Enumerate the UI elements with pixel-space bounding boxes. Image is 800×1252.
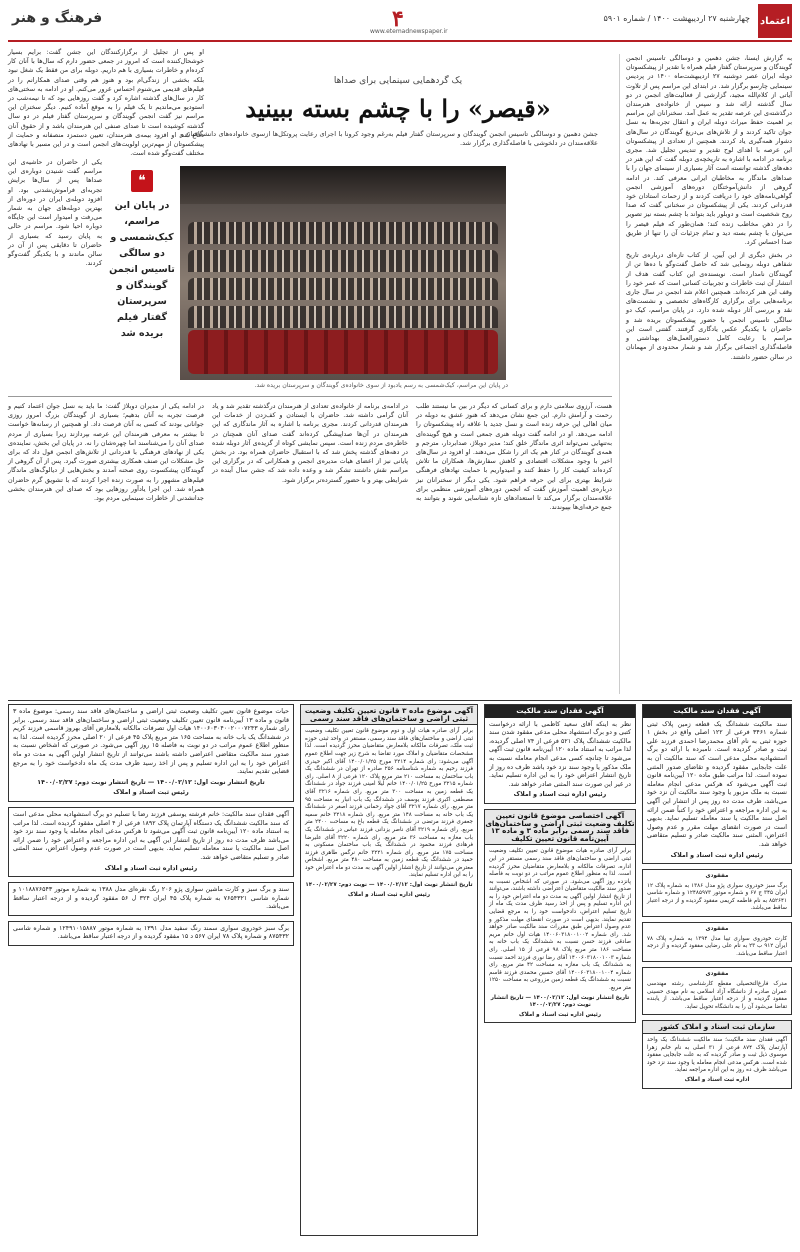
ad-title: مفقودی bbox=[705, 873, 729, 880]
ad-land-law[interactable] bbox=[484, 809, 636, 1023]
photo-audience-row bbox=[188, 306, 498, 328]
ad-body: برگ سبز خودروی سواری پژو مدل ۱۳۸۶ به شماره پلاک ۱۲ ایران ۳۴۵ ج ۶۷ و شماره موتور ۱۲۴۸۵۹۷۳ و شماره شاسی ۸۵۲۶۴۱ به نام فاطمه کریمی مفقود گردیده و از درجه اعتبار ساقط می‌باشد. bbox=[647, 882, 788, 912]
ad-lost-deed[interactable] bbox=[642, 704, 792, 864]
issue-date: چهارشنبه ۲۷ اردیبهشت ۱۴۰۰ / شماره ۵۹۰۱ bbox=[603, 14, 750, 23]
ad-body: برگ سبز خودروی سواری سمند رنگ سفید مدل ۱۳۹۱ به شماره موتور ۱۲۴۹۱۰۱۵۸۸۷ و شماره شاسی ۸۷۵۴۳۲ و شماره پلاک ۷۸ ایران ۵۶۷ د ۱۵ مفقود گردیده و از درجه اعتبار ساقط می‌باشد. bbox=[13, 924, 289, 941]
ad-lost-item[interactable] bbox=[642, 869, 792, 917]
ad-body: کارت خودروی سواری تیبا مدل ۱۳۹۴ به شماره پلاک ۷۸ ایران ۹۱۲ ب ۲۳ به نام علی رضایی مفقود گردیده و از درجه اعتبار ساقط می‌باشد. bbox=[647, 935, 787, 957]
article-column-left-top bbox=[8, 158, 102, 398]
article-kicker: یک گردهمایی سینمایی برای صداها bbox=[333, 76, 463, 86]
article-paragraph: هست، آرزوی سلامتی دارم و برای کسانی که دیگر در بین ما نیستند طلب رحمت و آرامش دارم. این جمع نشان می‌دهد که هنوز عشق به دوبله در میان اهالی این حرفه زنده است و نسل جدید با علاقه راه پیشکسوتان را ادامه می‌دهد. او در ادامه گفت دوبله هنری جمعی است و هیچ گوینده‌ای به‌تنهایی نمی‌تواند اثری ماندگار خلق کند؛ مدیر دوبلاژ، صدابردار، مترجم و همه‌ی گویندگان در کنار هم یک اثر را شکل می‌دهند. او افزود در سال‌های اخیر با وجود مشکلات اقتصادی و کاهش سفارش‌ها، همکاران ما تلاش کرده‌اند کیفیت کار را حفظ کنند و امیدواریم با حمایت نهادهای فرهنگی شرایط بهتری برای این حرفه فراهم شود. یکی دیگر از سخنرانان نیز درباره‌ی اهمیت آموزش گفت که انجمن دوره‌های آموزشی منظمی برای علاقه‌مندان برگزار می‌کند تا استعدادهای تازه شناسایی شوند و بتوانند به جمع حرفه‌ای‌ها بپیوندند. bbox=[416, 402, 612, 512]
ad-signature: رئیس اداره ثبت اسناد و املاک bbox=[518, 1011, 602, 1018]
article-paragraph: یکی از حاضران در حاشیه‌ی این مراسم گفت شنیدن دوباره‌ی این صداها پس از سال‌ها برایش تجربه‌ای فراموش‌نشدنی بود. او افزود دوبله‌ی ایران در دوره‌ای از بهترین دوبله‌های جهان به شمار می‌رفت و امیدوار است این جایگاه دوباره احیا شود. مراسم در حالی به پایان رسید که بسیاری از حاضران تا دقایقی پس از آن در سالن ماندند و با یکدیگر گفت‌وگو کردند. bbox=[8, 158, 102, 268]
photo-audience-row bbox=[188, 250, 498, 272]
ads-column-3 bbox=[300, 704, 478, 1244]
ad-title: آگهی فقدان سند مالکیت bbox=[485, 705, 635, 718]
ad-title: آگهی موضوع ماده ۳ قانون تعیین تکلیف وضعیت ثبتی اراضی و ساختمان‌های فاقد سند رسمی bbox=[301, 705, 477, 725]
ad-title: آگهی فقدان سند مالکیت bbox=[643, 705, 791, 718]
ad-body: مدرک فارغ‌التحصیلی مقطع کارشناسی رشته مهندسی عمران صادره از دانشگاه آزاد اسلامی به نام مهدی حسینی مفقود گردیده و از درجه اعتبار ساقط می‌باشد. از یابنده تقاضا می‌شود آن را به دانشگاه تحویل نماید. bbox=[647, 981, 787, 1010]
article-column-bottom-1 bbox=[416, 402, 612, 694]
ad-lost-deed[interactable] bbox=[8, 807, 294, 877]
photo-red-seats bbox=[188, 330, 498, 374]
ad-signature: رئیس اداره ثبت اسناد و املاک bbox=[347, 891, 431, 898]
ad-body: حیات موضوع قانون تعیین تکلیف وضعیت ثبتی اراضی و ساختمان‌های فاقد سند رسمی: موضوع ماده ۳ قانون و ماده ۱۳ آیین‌نامه قانون تعیین تکلیف وضعیت ثبتی اراضی و ساختمان‌های فاقد سند رسمی. برابر رای شماره ۱۴۰۰۶۰۳۰۴۰۰۲۰۰۰۷۲۴۳ هیات اول تصرفات مالکانه بلامعارض آقای بهروز قاسمی فرزند کریم در ششدانگ یک باب خانه به مساحت ۱۶۵ متر مربع پلاک ۴۵ فرعی از ۲۰ اصلی محرز گردیده است. لذا به منظور اطلاع عموم مراتب در دو نوبت به فاصله ۱۵ روز آگهی می‌شود. در صورتی که اشخاص نسبت به صدور سند مالکیت متقاضی اعتراضی داشته باشند می‌توانند از تاریخ انتشار اولین آگهی به مدت دو ماه اعتراض خود را به این اداره تسلیم و پس از اخذ رسید ظرف مدت یک ماه دادخواست خود را به مرجع قضایی تقدیم نمایند. bbox=[13, 708, 290, 776]
ad-body: آگهی فقدان سند مالکیت: خانم فرشته یوسفی فرزند رضا با تسلیم دو برگ استشهادیه محلی مدعی است که سند مالکیت ششدانگ یک دستگاه آپارتمان پلاک ۱۸۹۲ فرعی از ۴ اصلی مفقود گردیده است. لذا مراتب به استناد ماده ۱۲۰ آیین‌نامه قانون ثبت آگهی می‌شود تا هرکس مدعی انجام معامله یا وجود سند نزد خود می‌باشد ظرف مدت ده روز از تاریخ انتشار این آگهی به این اداره مراجعه و اعتراض خود را ضمن ارائه اصل سند مالکیت یا سند معامله تسلیم نماید. بدیهی است در صورت عدم وصول اعتراض، سند المثنی صادر و تسلیم متقاضی خواهد شد. bbox=[13, 810, 289, 861]
article-column-right-top bbox=[626, 54, 792, 700]
ad-body: سند مالکیت ششدانگ یک قطعه زمین پلاک ثبتی شماره ۳۴۶۱ فرعی از ۱۲۲ اصلی واقع در بخش ۱ حوزه ثبتی به نام آقای محمدرضا احمدی فرزند علی ثبت و صادر گردیده است. نامبرده با ارائه دو برگ استشهادیه محلی مدعی است که سند مالکیت آن به علت جابجایی مفقود گردیده و تقاضای صدور المثنی نموده است. لذا مراتب طبق ماده ۱۲۰ آیین‌نامه قانون ثبت آگهی می‌شود که هرکس مدعی انجام معامله نسبت به ملک مزبور یا وجود سند مالکیت آن نزد خود می‌باشد، ظرف مدت ده روز پس از انتشار این آگهی به این اداره مراجعه و اعتراض خود را کتباً ضمن ارائه اصل سند مالکیت یا سند معامله تسلیم نماید. بدیهی است در صورت انقضای مهلت مقرر و عدم وصول اعتراض، المثنی سند مالکیت صادر و تسلیم متقاضی خواهد شد. bbox=[647, 720, 787, 848]
ads-column-1 bbox=[642, 704, 792, 1244]
ad-title: سازمان ثبت اسناد و املاک کشور bbox=[643, 1021, 791, 1034]
ads-column-4 bbox=[8, 704, 294, 1244]
article-paragraph: در بخش دیگری از این آیین، از کتاب تازه‌ای درباره‌ی تاریخ شفاهی دوبله رونمایی شد که حاصل گفت‌وگو با ده‌ها تن از گویندگان نامدار است. نویسنده‌ی این کتاب گفت هدف از انتشار آن ثبت خاطرات و تجربیات کسانی است که عمر خود را وقف این هنر کرده‌اند. همچنین اعلام شد انجمن در سال جاری برنامه‌هایی برای برگزاری کارگاه‌های تخصصی و نشست‌های نقد و بررسی آثار دوبله شده دارد. در پایان مراسم، کیک دو سالگی تاسیس انجمن با حضور پیشکسوتان بریده شد و حاضران با یکدیگر عکس یادگاری گرفتند. گفتنی است این مراسم با رعایت کامل دستورالعمل‌های بهداشتی و فاصله‌گذاری اجتماعی برگزار شد و شمار محدودی از مهمانان در سالن حضور داشتند. bbox=[626, 251, 792, 361]
ad-body: نظر به اینکه آقای سعید کاظمی با ارائه درخواست کتبی و دو برگ استشهاد محلی مدعی مفقود شدن سند مالکیت ششدانگ پلاک ۵۲۱ فرعی از ۷۴ اصلی گردیده، لذا مراتب به استناد ماده ۱۲۰ آیین‌نامه قانون ثبت آگهی می‌شود تا چنانچه کسی مدعی انجام معامله نسبت به ملک مذکور یا وجود سند نزد خود باشد ظرف ده روز از تاریخ انتشار اعتراض خود را به این اداره تسلیم نماید. در غیر این صورت سند المثنی صادر خواهد شد. bbox=[489, 720, 631, 788]
quote-icon: ❝ bbox=[131, 170, 153, 192]
page-header bbox=[0, 0, 800, 40]
article-headline[interactable]: «قیصر» را با چشم بسته ببینید bbox=[245, 94, 551, 123]
ad-lost-vehicle[interactable] bbox=[8, 921, 294, 946]
article-column-bottom-3 bbox=[8, 402, 204, 694]
ad-signature: رئیس اداره ثبت اسناد و املاک bbox=[513, 791, 607, 799]
column-divider bbox=[619, 54, 620, 694]
main-article bbox=[8, 48, 792, 698]
newspaper-logo[interactable]: اعتماد bbox=[758, 4, 792, 38]
section-divider bbox=[8, 396, 612, 397]
ad-body: سند و برگ سبز و کارت ماشین سواری پژو ۲۰۶ رنگ نقره‌ای مدل ۱۳۸۸ به شماره موتور ۱۰۱۸۸۷۶۵۴۳ و شماره شاسی ۷۶۵۴۳۲۱ به شماره پلاک ۴۵ ایران ۳۲۴ ل ۵۶ مفقود گردیده و از درجه اعتبار ساقط می‌باشد. bbox=[13, 886, 289, 911]
article-lead: جشن دهمین و دوسالگی تاسیس انجمن گویندگان و سرپرستان گفتار فیلم به‌رغم وجود کرونا با اجرای رعایت پروتکل‌ها ازسوی خانواده‌های دانشگاهیان و علاقه‌مندان در دلخوشی با فاصله‌گذاری برگزار شد. bbox=[180, 130, 598, 147]
article-column-bottom-2 bbox=[212, 402, 408, 694]
ad-signature: رئیس اداره ثبت اسناد و املاک bbox=[104, 864, 198, 872]
audience-photo bbox=[180, 166, 506, 380]
ad-registry-notice[interactable] bbox=[642, 1020, 792, 1088]
ad-land-law-single[interactable] bbox=[8, 704, 294, 802]
ad-body: آگهی فقدان سند مالکیت؛ سند مالکیت ششدانگ یک واحد آپارتمان پلاک ۸۷۴ فرعی از ۳۱ اصلی به نام خانم زهرا موسوی ذیل ثبت و صادر گردیده که به علت جابجایی مفقود شده است. هرکس مدعی انجام معامله یا وجود سند نزد خود می‌باشد ظرف ده روز به این اداره مراجعه نماید. bbox=[647, 1037, 787, 1074]
ad-signature: اداره ثبت اسناد و املاک bbox=[684, 1076, 750, 1083]
ad-signature: رئیس اداره ثبت اسناد و املاک bbox=[670, 851, 764, 859]
article-paragraph: در ادامه‌ی برنامه از خانواده‌ی تعدادی از هنرمندان درگذشته تقدیر شد و یاد آنان گرامی داشته شد. حاضران با ایستادن و کف‌زدن از خدمات این هنرمندان قدردانی کردند. مجری برنامه با اشاره به آثار ماندگاری که این هنرمندان در آن‌ها صداپیشگی کرده‌اند گفت صدای آنان همچنان در خاطره‌ی مردم زنده است. سپس نمایشی کوتاه از گزیده‌ی آثار دوبله شده در دهه‌های گذشته پخش شد که با استقبال حاضران همراه بود. در بخش پایانی نیز از اعضای هیات مدیره‌ی انجمن و همکارانی که در برگزاری این مراسم نقش داشتند تشکر شد و وعده داده شد که جشن سال آینده در شرایطی بهتر و با حضور گسترده‌تر برگزار شود. bbox=[212, 402, 408, 484]
photo-stage bbox=[180, 166, 506, 204]
ad-body: برابر آرای صادره هیات اول و دوم موضوع قانون تعیین تکلیف وضعیت ثبتی اراضی و ساختمان‌های فاقد سند رسمی، مستقر در واحد ثبتی حوزه ثبت ملک، تصرفات مالکانه بلامعارض متقاضیان محرز گردیده است. لذا مشخصات متقاضیان و املاک مورد تقاضا به شرح زیر جهت اطلاع عموم آگهی می‌شود: رای شماره ۳۲۱۴ مورخ ۱۴۰۰/۰۱/۲۵ آقای اکبر حیدری فرزند رحیم به شماره شناسنامه ۲۵۶ صادره از تهران در ششدانگ یک باب ساختمان به مساحت ۲۱۰ متر مربع پلاک ۱۲۰ فرعی از ۸ اصلی. رای شماره ۳۲۱۵ مورخ ۱۴۰۰/۰۱/۲۵ خانم لیلا امینی فرزند جواد در ششدانگ یک قطعه زمین به مساحت ۳۰۰ متر مربع. رای شماره ۳۲۱۶ آقای مصطفی اکبری فرزند یوسف در ششدانگ یک باب انبار به مساحت ۹۵ متر مربع. رای شماره ۳۲۱۷ آقای جواد رحمانی فرزند اصغر در ششدانگ یک باب خانه به مساحت ۱۴۸ متر مربع. رای شماره ۳۲۱۸ خانم سمیه جعفری فرزند مرتضی در ششدانگ یک قطعه باغ به مساحت ۲۴۰۰ متر مربع. رای شماره ۳۲۱۹ آقای ناصر یزدانی فرزند عباس در ششدانگ یک باب مغازه به مساحت ۳۶ متر مربع. رای شماره ۳۲۲۰ آقای علیرضا فرهادی فرزند محمود در ششدانگ یک باب ساختمان مسکونی به مساحت ۱۷۵ متر مربع. رای شماره ۳۲۲۱ خانم نرگس طاهری فرزند حمید در ششدانگ یک قطعه زمین به مساحت ۴۸۰ متر مربع. اشخاص معترض می‌توانند از تاریخ انتشار اولین آگهی به مدت دو ماه اعتراض خود را به این اداره تسلیم نمایند. bbox=[305, 728, 474, 879]
article-paragraph: او پس از تجلیل از برگزارکنندگان این جشن گفت: برایم بسیار خوشحال‌کننده است که امروز در جمعی حضور دارم که سال‌ها با آنان کار کرده‌ام و خاطرات بسیاری با هم داریم. دوبله برای من فقط یک شغل نبود بلکه بخشی از زندگی‌ام بود و هنوز هم وقتی صدای همکارانم را در فیلم‌های قدیمی می‌شنوم احساس غرور می‌کنم. او در ادامه به سختی‌های کار در سال‌های گذشته اشاره کرد و گفت روزهایی بود که تا نیمه‌شب در استودیو می‌ماندیم تا یک فیلم را به موقع آماده کنیم. دیگر سخنران این مراسم نیز گفت انجمن گویندگان و سرپرستان گفتار فیلم در دو سال گذشته کوشیده است تا صدای صنفی این هنرمندان باشد و از حقوق آنان دفاع کند. او افزود بیمه‌ی هنرمندان، تعیین دستمزد منصفانه و حمایت از پیشکسوتان از مهم‌ترین اولویت‌های انجمن است و در این مسیر با نهادهای مختلف گفت‌وگو شده است. bbox=[8, 48, 204, 158]
ad-title: مفقودی bbox=[705, 971, 729, 978]
section-title: فرهنگ و هنر bbox=[12, 10, 103, 26]
ad-lost-item[interactable] bbox=[642, 967, 792, 1015]
classified-ads bbox=[8, 704, 792, 1244]
pull-quote bbox=[108, 166, 176, 380]
article-column-left bbox=[8, 48, 204, 158]
ad-dates: تاریخ انتشار نوبت اول: ۱۴۰۰/۰۲/۱۲ — نوبت دوم: ۱۴۰۰/۰۲/۲۷ bbox=[305, 882, 473, 889]
ad-dates: تاریخ انتشار نوبت اول: ۱۴۰۰/۰۲/۱۲ — تاریخ انتشار نوبت دوم: ۱۴۰۰/۰۲/۲۷ bbox=[37, 778, 265, 786]
header-divider bbox=[8, 40, 792, 42]
photo-caption: در پایان این مراسم، کیک‌شمسی به رسم یادبود از سوی خانواده‌ی گویندگان و سرپرستان بریده شد. bbox=[254, 382, 508, 389]
photo-audience-row bbox=[188, 222, 498, 244]
article-paragraph: به گزارش ایسنا، جشن دهمین و دوسالگی تاسیس انجمن گویندگان و سرپرستان گفتار فیلم همراه با تقدیر از پیشکسوتان دوبله ایران عصر دوشنبه ۲۷ اردیبهشت‌ماه ۱۴۰۰ در پردیس سینمایی چارسو برگزار شد. در ابتدای این مراسم پس از تلاوت آیاتی از کلام‌الله مجید، گزارشی از فعالیت‌های انجمن در دو سال گذشته ارائه شد و سپس از خانواده‌ی هنرمندان درگذشته‌ی این عرصه تقدیر به عمل آمد. سخنرانان این مراسم بر اهمیت حفظ میراث دوبله ایران و انتقال تجربه‌ها به نسل جوان تاکید کردند و از تلاش‌های بی‌دریغ گویندگان در سال‌های دشوار همه‌گیری یاد کردند. همچنین از تعدادی از پیشکسوتان این عرصه با اهدای لوح تقدیر و تندیس تجلیل شد. مجری برنامه در ادامه با اشاره به تاریخچه‌ی دوبله گفت که این هنر در دهه‌های گذشته توانسته است آثار بسیاری از سینمای جهان را با صداهای ماندگار به مخاطبان ایرانی معرفی کند. در ادامه گروهی از دانش‌آموختگان دوره‌های آموزشی انجمن گواهی‌نامه‌های خود را دریافت کردند و از زحمات استادان خود قدردانی کردند. یکی از پیشکسوتان در سخنانی گفت که صدا روح شخصیت است و دوبلور باید بتواند با چشم بسته نیز تصویر را در ذهن مخاطب زنده کند؛ همان‌طور که فیلم قیصر را می‌توان با چشم بسته دید و تمام جزئیات آن را تنها از طریق صدا احساس کرد. bbox=[626, 54, 792, 247]
ad-land-law-list[interactable] bbox=[300, 704, 478, 1236]
ad-lost-deed[interactable] bbox=[484, 704, 636, 804]
ad-lost-item[interactable] bbox=[642, 922, 792, 962]
ads-divider bbox=[8, 700, 792, 701]
ad-lost-vehicle[interactable] bbox=[8, 882, 294, 916]
ad-body: برابر آرای صادره هیات موضوع قانون تعیین تکلیف وضعیت ثبتی اراضی و ساختمان‌های فاقد سند رسمی مستقر در این اداره، تصرفات مالکانه و بلامعارض متقاضیان محرز گردیده است. لذا به منظور اطلاع عموم مراتب در دو نوبت به فاصله پانزده روز آگهی می‌شود. در صورتی که اشخاص نسبت به صدور سند مالکیت متقاضیان اعتراضی داشته باشند، می‌توانند از تاریخ انتشار اولین آگهی به مدت دو ماه اعتراض خود را به این اداره تسلیم و پس از اخذ رسید ظرف مدت یک ماه از تاریخ تسلیم اعتراض، دادخواست خود را به مرجع قضایی تقدیم نمایند. بدیهی است در صورت انقضای مهلت مذکور و عدم وصول اعتراض طبق مقررات سند مالکیت صادر خواهد شد. رای شماره ۱۴۰۰۶۰۳۱۸۰۰۱۰۰۲ هیات اول خانم مریم صادقی فرزند حسن نسبت به ششدانگ یک باب خانه به مساحت ۱۸۶ متر مربع پلاک ۹۸ فرعی از ۱۵ اصلی. رای شماره ۱۴۰۰۶۰۳۱۸۰۰۱۰۰۳ آقای رضا نوری فرزند احمد نسبت به ششدانگ یک باب مغازه به مساحت ۴۲ متر مربع. رای شماره ۱۴۰۰۶۰۳۱۸۰۰۱۰۰۴ آقای حسین محمدی فرزند قاسم نسبت به ششدانگ یک قطعه زمین مزروعی به مساحت ۱۲۵۰ متر مربع. bbox=[489, 848, 631, 991]
ad-title: آگهی اختصاصی موضوع قانون تعیین تکلیف وضعیت ثبتی اراضی و ساختمان‌های فاقد سند رسمی برابر ماده ۳ و ماده ۱۳ آیین‌نامه قانون تعیین تکلیف bbox=[485, 810, 635, 845]
ads-column-2 bbox=[484, 704, 636, 1244]
ad-dates: تاریخ انتشار نوبت اول: ۱۴۰۰/۰۲/۱۲ — تاریخ انتشار نوبت دوم: ۱۴۰۰/۰۲/۲۷ bbox=[490, 994, 630, 1009]
ad-signature: رئیس ثبت اسناد و املاک bbox=[113, 789, 189, 797]
pull-quote-text: در پایان این مراسم، کیک‌شمسی و دو سالگی تاسیس انجمن گویندگان و سرپرستان گفتار فیلم بریده شد bbox=[109, 200, 175, 339]
page-number: ۴ bbox=[392, 6, 404, 32]
photo-audience-row bbox=[188, 278, 498, 300]
ad-title: مفقودی bbox=[705, 926, 729, 933]
site-url[interactable]: www.etemadnewspaper.ir bbox=[370, 28, 448, 35]
article-paragraph: در ادامه یکی از مدیران دوبلاژ گفت: ما باید به نسل جوان اعتماد کنیم و فرصت تجربه به آنان بدهیم؛ بسیاری از گویندگان بزرگ امروز روزی جوانانی بودند که کسی به آنان فرصت داد. او همچنین از رسانه‌ها خواست تا بیشتر به معرفی هنرمندان این عرصه بپردازند زیرا بسیاری از مردم صدای آنان را می‌شناسند اما چهره‌شان را نه. در پایان این بخش، نماینده‌ی یکی از نهادهای فرهنگی با قدردانی از تلاش‌های انجمن قول داد که برای حل مشکلات این صنف همکاری بیشتری صورت گیرد. پس از آن گروهی از گویندگان پیشکسوت روی صحنه آمدند و بخش‌هایی از دیالوگ‌های ماندگار فیلم‌های مشهور را به صورت زنده اجرا کردند که با تشویق گرم حاضران همراه شد. این اجرا یادآور روزهایی بود که صدای این هنرمندان بخشی جدانشدنی از خاطرات سینمایی مردم بود. bbox=[8, 402, 204, 503]
